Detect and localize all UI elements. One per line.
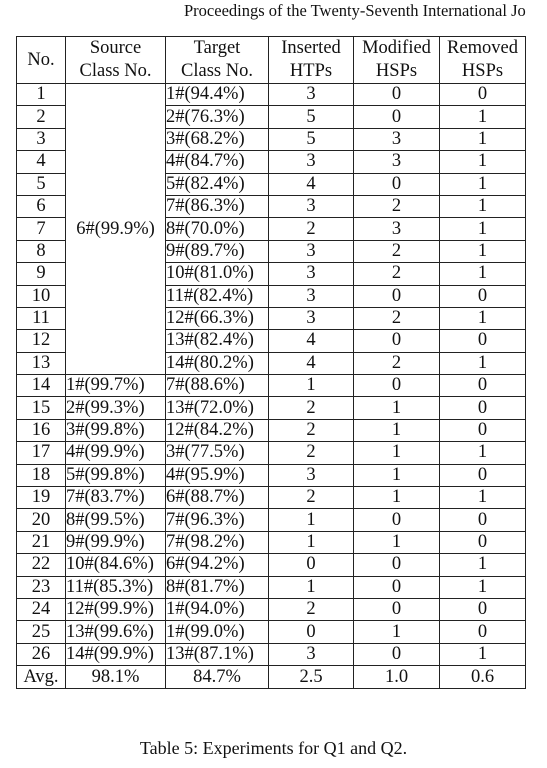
- cell-inserted: 4: [269, 173, 354, 195]
- cell-inserted: 2: [269, 218, 354, 240]
- cell-modified: 0: [354, 285, 440, 307]
- cell-removed: 0: [440, 84, 526, 106]
- cell-no: 12: [17, 330, 66, 352]
- cell-removed: 0: [440, 509, 526, 531]
- cell-modified: 2: [354, 240, 440, 262]
- cell-modified: 0: [354, 330, 440, 352]
- cell-inserted: 2: [269, 442, 354, 464]
- cell-inserted: 3: [269, 84, 354, 106]
- cell-removed: 1: [440, 240, 526, 262]
- header-cell: No.: [17, 37, 66, 84]
- cell-removed: 1: [440, 487, 526, 509]
- cell-modified: 2: [354, 195, 440, 217]
- table-caption: Table 5: Experiments for Q1 and Q2.: [139, 738, 408, 758]
- cell-inserted: 0: [269, 621, 354, 643]
- cell-removed: 0: [440, 330, 526, 352]
- cell-target: 7#(98.2%): [166, 531, 269, 553]
- table-row: [17, 509, 526, 531]
- avg-label: Avg.: [17, 666, 66, 689]
- cell-removed: 1: [440, 173, 526, 195]
- cell-target: 13#(82.4%): [166, 330, 269, 352]
- cell-no: 19: [17, 487, 66, 509]
- cell-removed: 0: [440, 397, 526, 419]
- cell-source: 10#(84.6%): [66, 554, 166, 576]
- cell-modified: 0: [354, 576, 440, 598]
- cell-removed: 1: [440, 576, 526, 598]
- results-table: [16, 36, 526, 689]
- cell-inserted: 2: [269, 487, 354, 509]
- cell-inserted: 2: [269, 397, 354, 419]
- cell-target: 3#(68.2%): [166, 128, 269, 150]
- cell-source: 5#(99.8%): [66, 464, 166, 486]
- cell-no: 18: [17, 464, 66, 486]
- table-row: [17, 643, 526, 665]
- cell-modified: 0: [354, 375, 440, 397]
- cell-inserted: 3: [269, 464, 354, 486]
- cell-no: 24: [17, 598, 66, 620]
- table-row: [17, 554, 526, 576]
- cell-no: 6: [17, 195, 66, 217]
- cell-source: 2#(99.3%): [66, 397, 166, 419]
- header-row: [17, 37, 526, 84]
- cell-removed: 1: [440, 106, 526, 128]
- cell-no: 22: [17, 554, 66, 576]
- cell-inserted: 3: [269, 643, 354, 665]
- cell-modified: 0: [354, 554, 440, 576]
- running-head: Proceedings of the Twenty-Seventh International Jo: [184, 1, 526, 20]
- cell-no: 10: [17, 285, 66, 307]
- cell-inserted: 3: [269, 240, 354, 262]
- cell-modified: 0: [354, 173, 440, 195]
- cell-source: 4#(99.9%): [66, 442, 166, 464]
- table-row: [17, 397, 526, 419]
- table-row: [17, 598, 526, 620]
- cell-target: 3#(77.5%): [166, 442, 269, 464]
- cell-inserted: 3: [269, 151, 354, 173]
- header-cell: Source Class No.: [66, 37, 166, 84]
- cell-inserted: 1: [269, 576, 354, 598]
- cell-inserted: 0: [269, 554, 354, 576]
- cell-source: 8#(99.5%): [66, 509, 166, 531]
- cell-removed: 0: [440, 419, 526, 441]
- cell-target: 11#(82.4%): [166, 285, 269, 307]
- cell-no: 21: [17, 531, 66, 553]
- cell-removed: 1: [440, 352, 526, 374]
- cell-no: 13: [17, 352, 66, 374]
- header-cell: Inserted HTPs: [269, 37, 354, 84]
- cell-no: 14: [17, 375, 66, 397]
- cell-no: 20: [17, 509, 66, 531]
- cell-target: 1#(94.0%): [166, 598, 269, 620]
- cell-modified: 0: [354, 643, 440, 665]
- cell-target: 6#(88.7%): [166, 487, 269, 509]
- cell-source: 1#(99.7%): [66, 375, 166, 397]
- cell-modified: 3: [354, 151, 440, 173]
- cell-source: 13#(99.6%): [66, 621, 166, 643]
- table-row: [17, 375, 526, 397]
- cell-no: 4: [17, 151, 66, 173]
- cell-target: 7#(86.3%): [166, 195, 269, 217]
- cell-no: 15: [17, 397, 66, 419]
- cell-no: 1: [17, 84, 66, 106]
- cell-target: 4#(84.7%): [166, 151, 269, 173]
- cell-removed: 1: [440, 263, 526, 285]
- cell-modified: 1: [354, 464, 440, 486]
- cell-removed: 1: [440, 218, 526, 240]
- cell-no: 26: [17, 643, 66, 665]
- cell-target: 4#(95.9%): [166, 464, 269, 486]
- table-row: [17, 576, 526, 598]
- cell-modified: 1: [354, 621, 440, 643]
- cell-removed: 1: [440, 151, 526, 173]
- cell-no: 11: [17, 307, 66, 329]
- cell-source: 3#(99.8%): [66, 419, 166, 441]
- cell-no: 23: [17, 576, 66, 598]
- table-row: [17, 442, 526, 464]
- cell-no: 17: [17, 442, 66, 464]
- cell-modified: 3: [354, 218, 440, 240]
- cell-target: 10#(81.0%): [166, 263, 269, 285]
- cell-removed: 0: [440, 464, 526, 486]
- cell-inserted: 1: [269, 509, 354, 531]
- cell-target: 6#(94.2%): [166, 554, 269, 576]
- cell-inserted: 3: [269, 195, 354, 217]
- cell-inserted: 3: [269, 307, 354, 329]
- cell-target: 13#(72.0%): [166, 397, 269, 419]
- cell-inserted: 2: [269, 598, 354, 620]
- cell-source: 7#(83.7%): [66, 487, 166, 509]
- cell-modified: 0: [354, 84, 440, 106]
- table-row: [17, 464, 526, 486]
- cell-modified: 3: [354, 128, 440, 150]
- cell-modified: 1: [354, 397, 440, 419]
- cell-no: 3: [17, 128, 66, 150]
- avg-source: 98.1%: [66, 666, 166, 689]
- cell-target: 12#(84.2%): [166, 419, 269, 441]
- cell-target: 13#(87.1%): [166, 643, 269, 665]
- cell-target: 1#(99.0%): [166, 621, 269, 643]
- cell-removed: 0: [440, 285, 526, 307]
- cell-no: 2: [17, 106, 66, 128]
- cell-removed: 1: [440, 128, 526, 150]
- cell-source: 14#(99.9%): [66, 643, 166, 665]
- cell-removed: 1: [440, 442, 526, 464]
- cell-inserted: 3: [269, 285, 354, 307]
- cell-no: 5: [17, 173, 66, 195]
- cell-target: 8#(81.7%): [166, 576, 269, 598]
- cell-modified: 1: [354, 487, 440, 509]
- cell-modified: 2: [354, 307, 440, 329]
- cell-inserted: 4: [269, 352, 354, 374]
- cell-no: 25: [17, 621, 66, 643]
- cell-inserted: 1: [269, 531, 354, 553]
- cell-modified: 1: [354, 531, 440, 553]
- cell-removed: 0: [440, 531, 526, 553]
- avg-inserted: 2.5: [269, 666, 354, 689]
- cell-no: 16: [17, 419, 66, 441]
- table-row: [17, 531, 526, 553]
- cell-target: 2#(76.3%): [166, 106, 269, 128]
- cell-inserted: 5: [269, 128, 354, 150]
- table-body: [17, 84, 526, 689]
- cell-modified: 2: [354, 352, 440, 374]
- cell-removed: 0: [440, 621, 526, 643]
- cell-removed: 1: [440, 195, 526, 217]
- cell-source: 9#(99.9%): [66, 531, 166, 553]
- avg-target: 84.7%: [166, 666, 269, 689]
- cell-inserted: 3: [269, 263, 354, 285]
- cell-target: 1#(94.4%): [166, 84, 269, 106]
- avg-modified: 1.0: [354, 666, 440, 689]
- cell-inserted: 1: [269, 375, 354, 397]
- cell-target: 9#(89.7%): [166, 240, 269, 262]
- cell-modified: 1: [354, 419, 440, 441]
- cell-modified: 2: [354, 263, 440, 285]
- header-cell: Target Class No.: [166, 37, 269, 84]
- cell-modified: 1: [354, 442, 440, 464]
- table-row: [17, 419, 526, 441]
- merged-source-cell: 6#(99.9%): [66, 84, 166, 375]
- cell-removed: 1: [440, 643, 526, 665]
- header-cell: Modified HSPs: [354, 37, 440, 84]
- avg-removed: 0.6: [440, 666, 526, 689]
- header-cell: Removed HSPs: [440, 37, 526, 84]
- cell-target: 5#(82.4%): [166, 173, 269, 195]
- cell-inserted: 5: [269, 106, 354, 128]
- average-row: [17, 666, 526, 689]
- cell-no: 8: [17, 240, 66, 262]
- cell-removed: 0: [440, 375, 526, 397]
- table-row: [17, 621, 526, 643]
- cell-no: 9: [17, 263, 66, 285]
- cell-target: 7#(88.6%): [166, 375, 269, 397]
- cell-removed: 1: [440, 554, 526, 576]
- cell-inserted: 2: [269, 419, 354, 441]
- cell-no: 7: [17, 218, 66, 240]
- cell-target: 7#(96.3%): [166, 509, 269, 531]
- cell-modified: 0: [354, 509, 440, 531]
- cell-source: 12#(99.9%): [66, 598, 166, 620]
- cell-target: 12#(66.3%): [166, 307, 269, 329]
- cell-target: 8#(70.0%): [166, 218, 269, 240]
- cell-source: 11#(85.3%): [66, 576, 166, 598]
- cell-inserted: 4: [269, 330, 354, 352]
- table-row: [17, 84, 526, 106]
- cell-modified: 0: [354, 598, 440, 620]
- cell-removed: 0: [440, 598, 526, 620]
- cell-target: 14#(80.2%): [166, 352, 269, 374]
- cell-modified: 0: [354, 106, 440, 128]
- cell-removed: 1: [440, 307, 526, 329]
- table-row: [17, 487, 526, 509]
